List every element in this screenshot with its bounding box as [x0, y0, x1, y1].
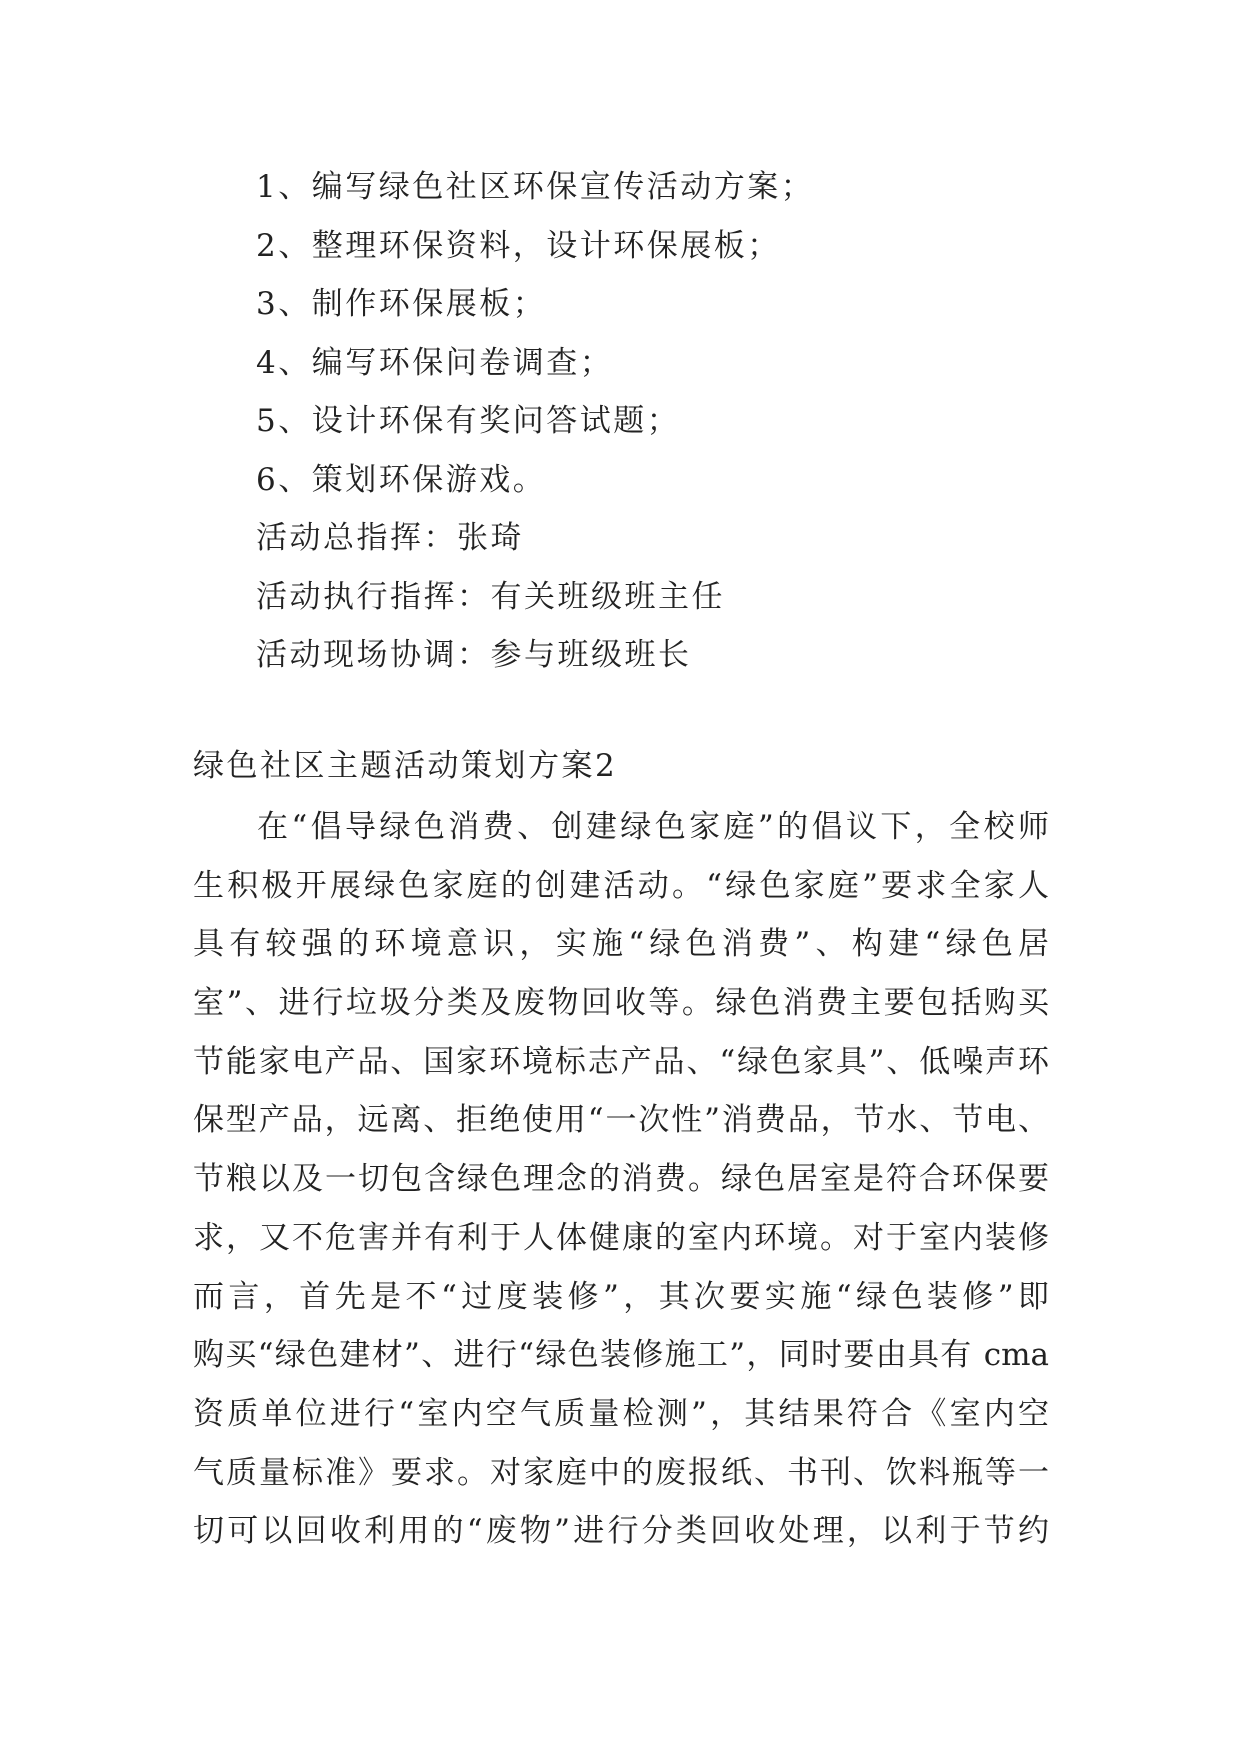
paragraph-line: 资质单位进行“室内空气质量检测”，其结果符合《室内空 [193, 1395, 1049, 1432]
list-item: 活动总指挥：张琦 [256, 520, 524, 556]
paragraph-line: 节能家电产品、国家环境标志产品、“绿色家具”、低噪声环 [193, 1043, 1049, 1080]
paragraph-line: 生积极开展绿色家庭的创建活动。“绿色家庭”要求全家人 [193, 867, 1049, 904]
paragraph-line: 在“倡导绿色消费、创建绿色家庭”的倡议下，全校师 [257, 809, 1049, 845]
list-item: 活动现场协调：参与班级班长 [256, 637, 692, 673]
paragraph-line: 室”、进行垃圾分类及废物回收等。绿色消费主要包括购买 [193, 985, 1049, 1022]
list-item: 3、制作环保展板； [256, 286, 547, 322]
section-title: 绿色社区主题活动策划方案2 [193, 748, 618, 784]
body-paragraph [193, 798, 1049, 1561]
paragraph-line: 节粮以及一切包含绿色理念的消费。绿色居室是符合环保要 [193, 1161, 1049, 1198]
paragraph-line: 而言，首先是不“过度装修”，其次要实施“绿色装修”即 [193, 1278, 1049, 1315]
list-item: 6、策划环保游戏。 [256, 461, 547, 498]
paragraph-line: 保型产品，远离、拒绝使用“一次性”消费品，节水、节电、 [193, 1102, 1049, 1139]
list-item: 4、编写环保问卷调查； [256, 344, 614, 381]
list-item: 5、设计环保有奖问答试题； [256, 403, 681, 439]
list-item: 2、整理环保资料，设计环保展板； [256, 227, 781, 264]
list-item: 1、编写绿色社区环保宣传活动方案； [256, 169, 815, 205]
paragraph-line: 具有较强的环境意识，实施“绿色消费”、构建“绿色居 [193, 926, 1049, 963]
paragraph-line: 气质量标准》要求。对家庭中的废报纸、书刊、饮料瓶等一 [193, 1454, 1049, 1491]
list-item: 活动执行指挥：有关班级班主任 [256, 578, 725, 615]
paragraph-line: 切可以回收利用的“废物”进行分类回收处理，以利于节约 [193, 1513, 1049, 1550]
paragraph-line: 购买“绿色建材”、进行“绿色装修施工”，同时要由具有 cma [193, 1337, 1049, 1374]
task-list [256, 158, 814, 685]
paragraph-line: 求，又不危害并有利于人体健康的室内环境。对于室内装修 [193, 1219, 1049, 1256]
